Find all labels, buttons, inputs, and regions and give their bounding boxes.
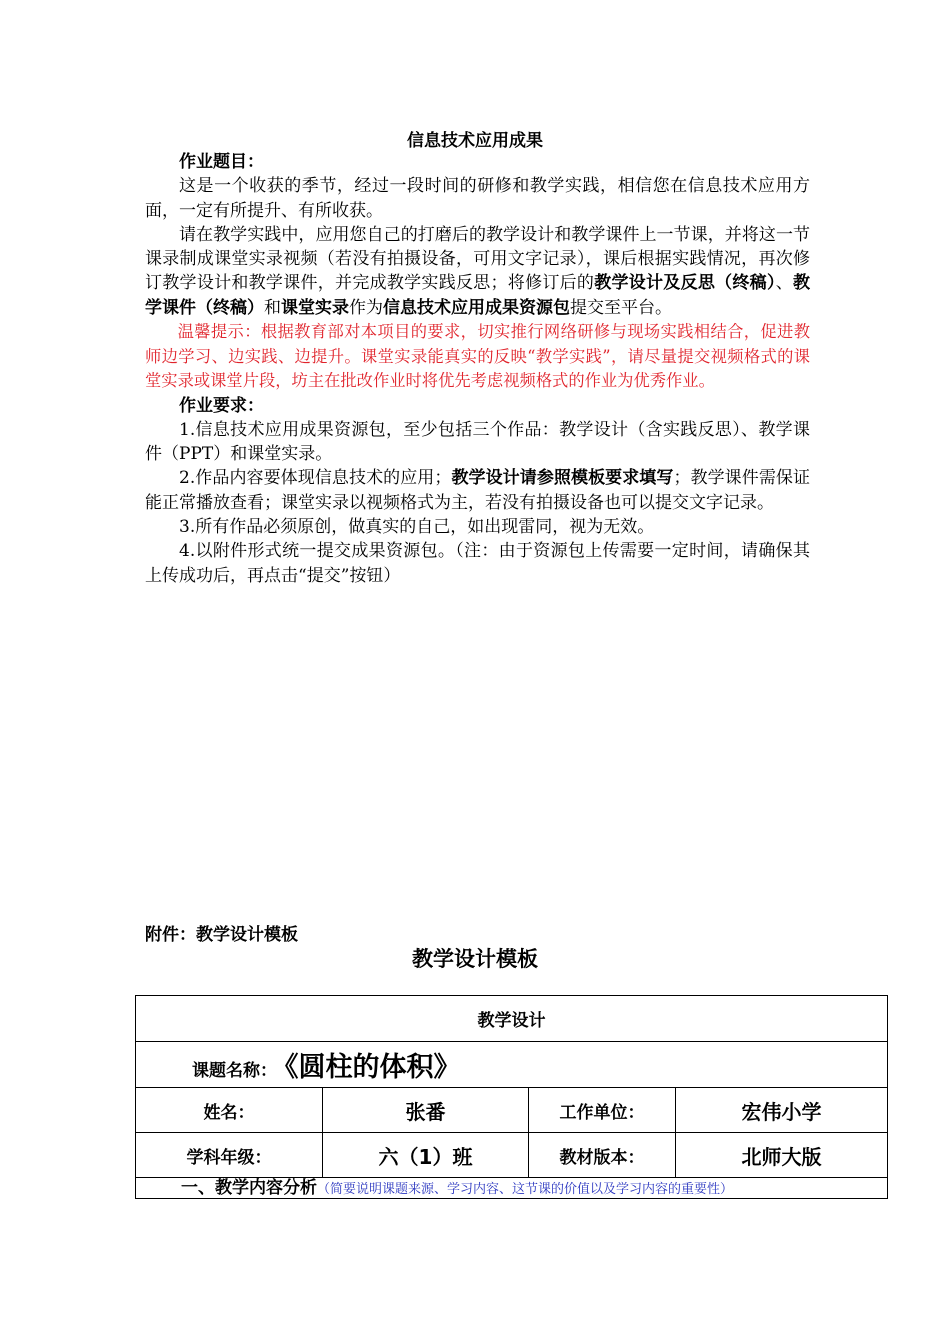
topic-label: 课题名称： — [192, 1061, 277, 1081]
requirement-1: 1.信息技术应用成果资源包，至少包括三个作品：教学设计（含实践反思）、教学课件（PPT）和课堂实录。 — [145, 419, 810, 465]
section-1-note: （简要说明课题来源、学习内容、这节课的价值以及学习内容的重要性） — [317, 1182, 734, 1197]
unit-label: 工作单位： — [529, 1088, 676, 1133]
page-title: 信息技术应用成果 — [407, 131, 543, 151]
unit-value: 宏伟小学 — [676, 1088, 888, 1133]
name-label: 姓名： — [136, 1088, 323, 1133]
form-header: 教学设计 — [136, 996, 888, 1042]
name-value: 张番 — [323, 1088, 529, 1133]
section-1-cell — [136, 1178, 888, 1199]
tip-paragraph: 温馨提示：根据教育部对本项目的要求，切实推行网络研修与现场实践相结合，促进教师边学习、边实践、边提升。课堂实录能真实的反映“教学实践”，请尽量提交视频格式的课堂实录或课堂片段，坊主在批改作业时将优先考虑视频格式的作业为优秀作业。 — [145, 322, 810, 391]
task-heading: 作业题目： — [179, 152, 264, 172]
edition-label: 教材版本： — [529, 1133, 676, 1178]
template-title: 教学设计模板 — [412, 947, 538, 971]
requirements-heading: 作业要求： — [179, 395, 264, 416]
grade-value: 六（1）班 — [323, 1133, 529, 1178]
topic-cell — [136, 1042, 888, 1088]
section-1-title: 一、教学内容分析 — [181, 1178, 317, 1198]
intro-paragraph-2: 请在教学实践中，应用您自己的打磨后的教学设计和教学课件上一节课，并将这一节课录制成课堂实录视频（若没有拍摄设备，可用文字记录），课后根据实践情况，再次修订教学设计和教学课件，并完成教学实践反思；将修订后的教学设计及反思（终稿）、教学课件（终稿）和课堂实录作为信息技术应用成果资源包提交至平台。 — [145, 224, 811, 318]
attachment-label: 附件：教学设计模板 — [145, 925, 298, 945]
lesson-design-form — [135, 995, 888, 1199]
intro-paragraph-1: 这是一个收获的季节，经过一段时间的研修和教学实践，相信您在信息技术应用方面，一定有所提升、有所收获。 — [145, 176, 810, 221]
grade-label: 学科年级： — [136, 1133, 323, 1178]
topic-value: 《圆柱的体积》 — [285, 1052, 461, 1083]
document-body — [145, 150, 810, 588]
requirement-4: 4.以附件形式统一提交成果资源包。（注：由于资源包上传需要一定时间，请确保其上传成功后，再点击“提交”按钮） — [145, 541, 810, 586]
requirement-3: 3.所有作品必须原创，做真实的自己，如出现雷同，视为无效。 — [179, 517, 655, 538]
requirement-2: 2.作品内容要体现信息技术的应用；教学设计请参照模板要求填写；教学课件需保证能正常播放查看；课堂实录以视频格式为主，若没有拍摄设备也可以提交文字记录。 — [145, 468, 810, 513]
edition-value: 北师大版 — [676, 1133, 888, 1178]
